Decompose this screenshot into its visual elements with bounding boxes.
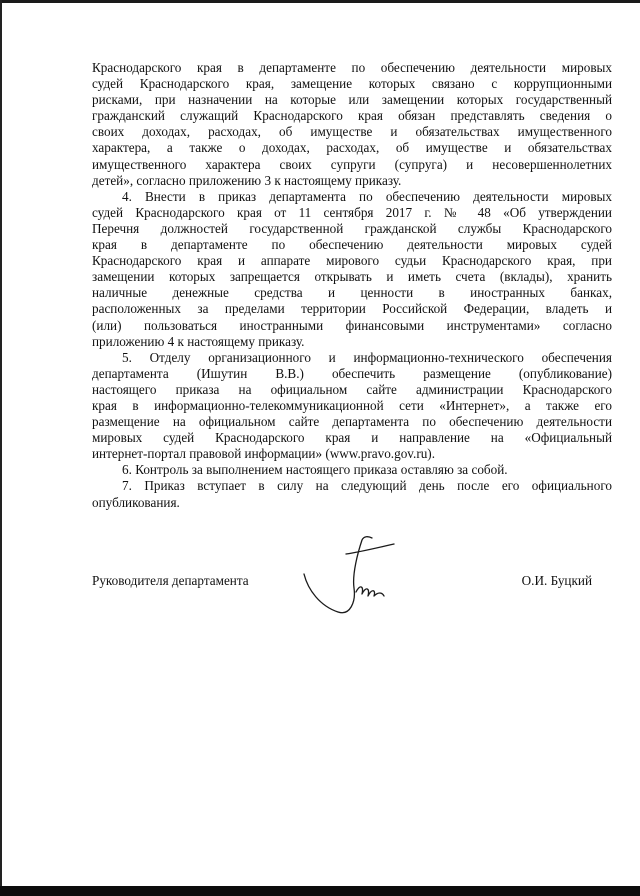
text-line: Перечня должностей государственной гражданской службы Краснодарского <box>92 220 612 236</box>
text-line: 6. Контроль за выполнением настоящего приказа оставляю за собой. <box>122 462 508 478</box>
text-line: интернет-портал правовой информации» (www.pravo.gov.ru). <box>92 446 435 462</box>
text-line: опубликования. <box>92 494 180 510</box>
text-line: судей Краснодарского края от 11 сентября 2017 г. № 48 «Об утверждении <box>92 204 612 220</box>
text-line: имущественного характера своих супруги (супруга) и несовершеннолетних <box>92 156 612 172</box>
scan-edge-bottom <box>0 886 640 896</box>
text-line: судей Краснодарского края, замещение которых связано с коррупционными <box>92 76 612 92</box>
text-line: гражданский служащий Краснодарского края обязан представлять сведения о <box>92 108 612 124</box>
signature-row <box>92 570 612 600</box>
text-line: департамента (Ишутин В.В.) обеспечить размещение (опубликование) <box>92 365 612 381</box>
signer-position: Руководителя департамента <box>92 573 249 588</box>
text-line: своих доходах, расходах, об имуществе и обязательствах имущественного <box>92 124 612 140</box>
text-line: расположенных за пределами территории Российской Федерации, владеть и <box>92 301 612 317</box>
signer-name: О.И. Буцкий <box>521 573 592 588</box>
text-line: детей», согласно приложению 3 к настоящему приказу. <box>92 172 402 188</box>
text-line: наличные денежные средства и ценности в иностранных банках, <box>92 285 612 301</box>
text-line: настоящего приказа на официальном сайте администрации Краснодарского <box>92 381 612 397</box>
text-line: 7. Приказ вступает в силу на следующий день после его официального <box>122 478 612 494</box>
scan-edge-left <box>0 0 2 896</box>
text-line: края в департаменте по обеспечению деятельности мировых судей <box>92 237 612 253</box>
text-line: Краснодарского края в департаменте по обеспечению деятельности мировых <box>92 60 612 75</box>
text-line: Краснодарского края и аппарате мирового судьи Краснодарского края, при <box>92 253 612 269</box>
scan-edge-top <box>0 0 640 3</box>
text-line: характера, а также о доходах, расходах, об имуществе и обязательствах <box>92 140 612 156</box>
text-line: 5. Отделу организационного и информационно-технического обеспечения <box>122 349 612 365</box>
text-line: мировых судей Краснодарского края и направление на «Официальный <box>92 430 612 446</box>
text-line: (или) пользоваться иностранными финансовыми инструментами» согласно <box>92 317 612 333</box>
text-line: 4. Внести в приказ департамента по обеспечению деятельности мировых <box>122 188 612 204</box>
text-line: приложению 4 к настоящему приказу. <box>92 333 305 349</box>
text-line: края в информационно-телекоммуникационной сети «Интернет», а также его <box>92 397 612 413</box>
text-line: замещении которых запрещается открывать и иметь счета (вклады), хранить <box>92 269 612 285</box>
text-line: рисками, при назначении на которые или замещении которых государственный <box>92 92 612 108</box>
text-line: размещение на официальном сайте департамента по обеспечению деятельности <box>92 414 612 430</box>
document-body <box>92 60 612 511</box>
